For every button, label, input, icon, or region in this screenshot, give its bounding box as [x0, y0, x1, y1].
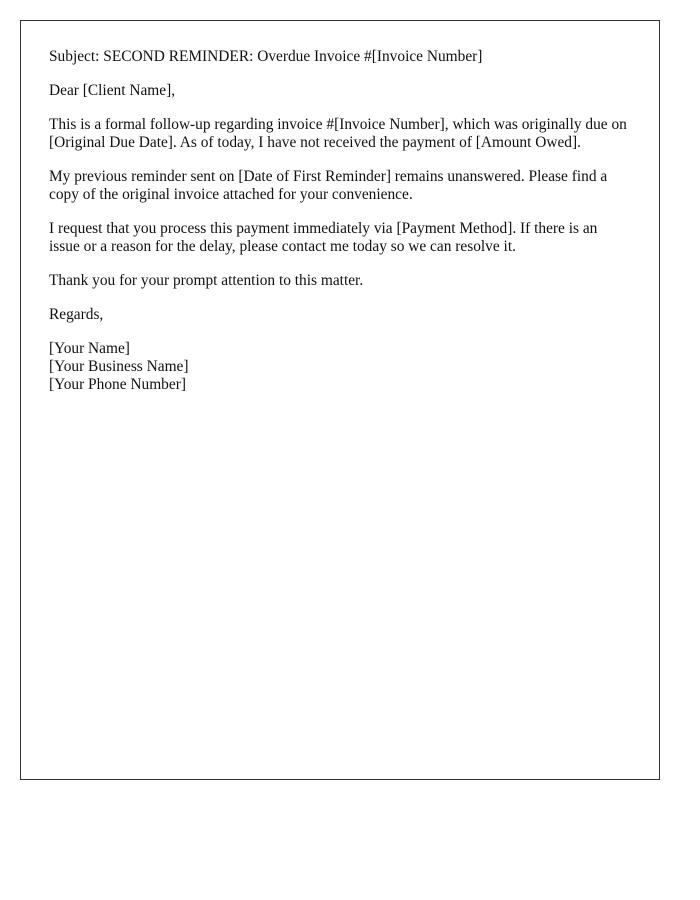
greeting: Dear [Client Name], — [49, 82, 176, 99]
subject-line: Subject: SECOND REMINDER: Overdue Invoice #[Invoice Number] — [49, 48, 483, 65]
letter-document — [20, 20, 660, 780]
body-paragraph-3: I request that you process this payment immediately via [Payment Method]. If there is an issue or a reason for the delay, please contact me today so we can resolve it. — [49, 220, 598, 255]
signature-block — [49, 340, 631, 394]
signature-business: [Your Business Name] — [49, 358, 189, 375]
body-paragraph-1: This is a formal follow-up regarding invoice #[Invoice Number], which was originally due on [Original Due Date]. As of today, I have not received the payment of [Amount Owed]. — [49, 116, 627, 151]
closing: Regards, — [49, 306, 104, 323]
signature-phone: [Your Phone Number] — [49, 376, 186, 393]
signature-name: [Your Name] — [49, 340, 130, 357]
body-paragraph-4: Thank you for your prompt attention to this matter. — [49, 272, 364, 289]
body-paragraph-2: My previous reminder sent on [Date of First Reminder] remains unanswered. Please find a copy of the original invoice attached for your convenience. — [49, 168, 608, 203]
